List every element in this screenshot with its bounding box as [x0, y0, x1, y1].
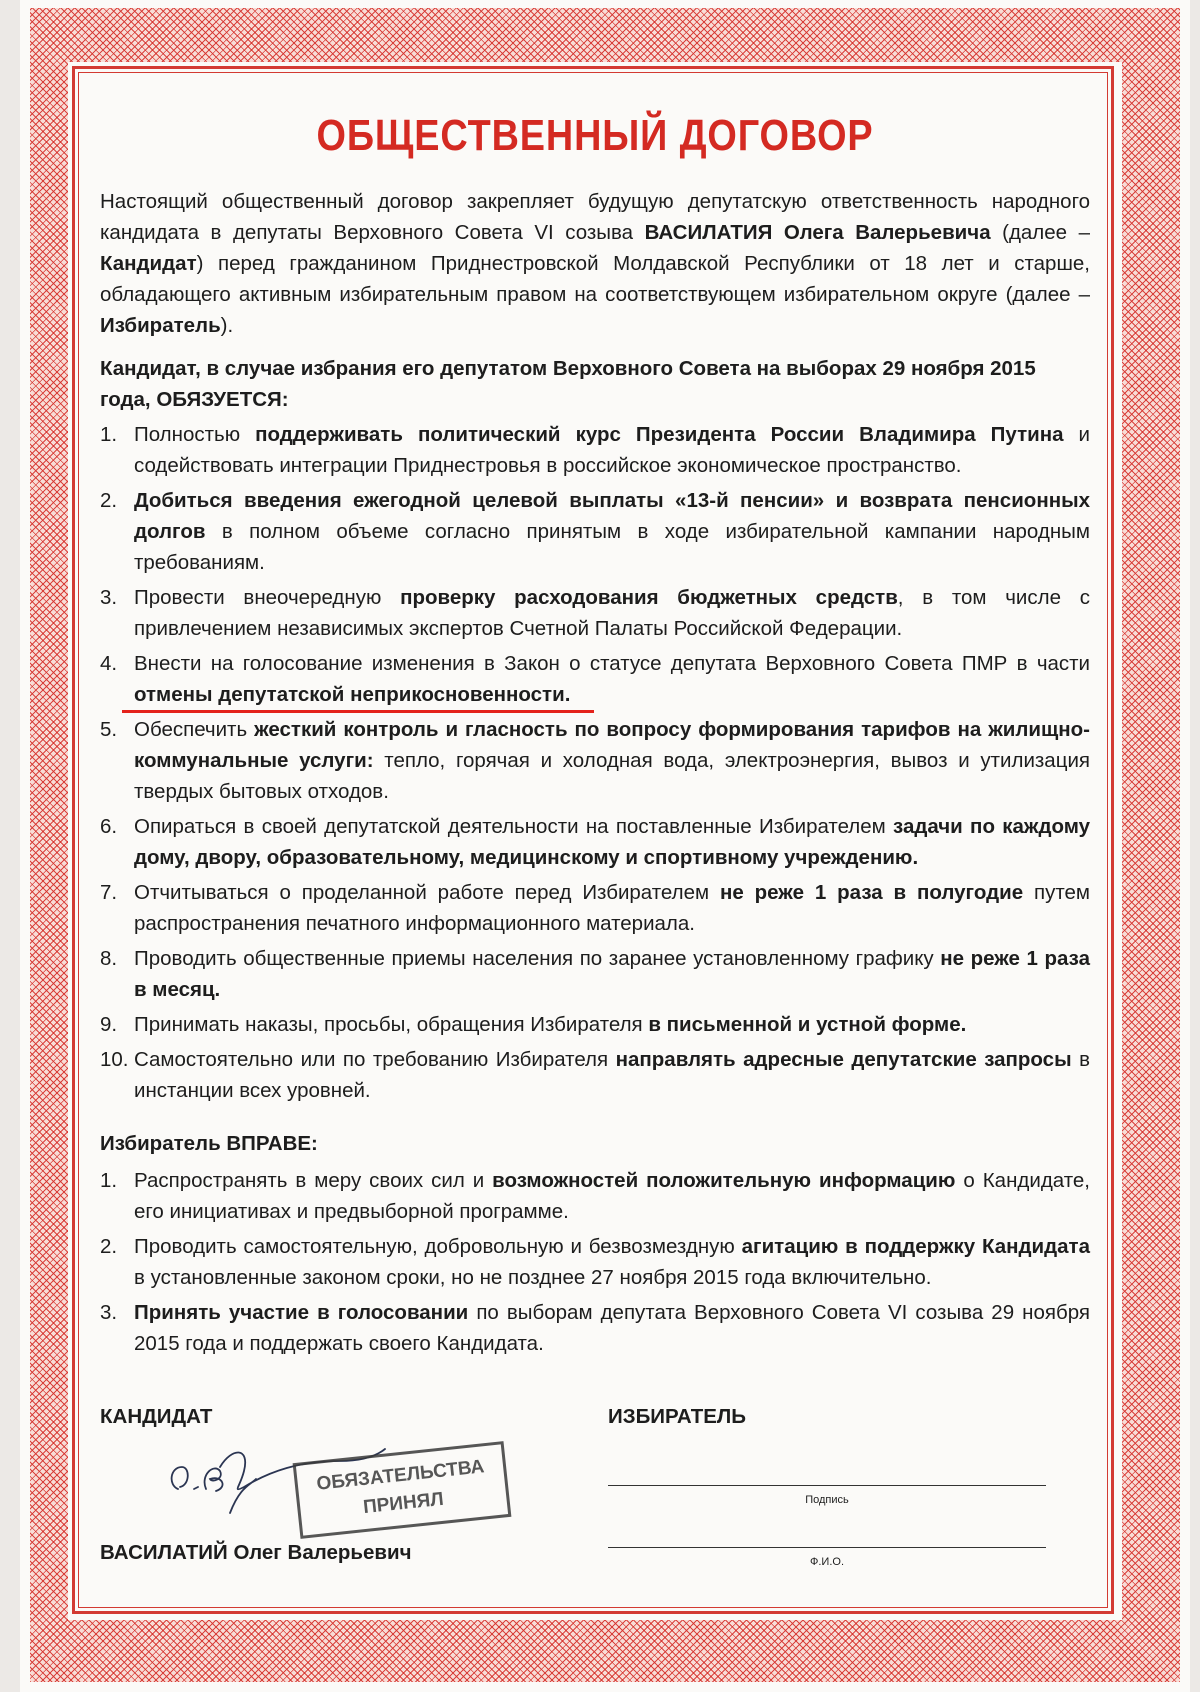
obligations-list: [100, 419, 1090, 1106]
stamp: ОБЯЗАТЕЛЬСТВА ПРИНЯЛ: [293, 1441, 512, 1539]
list-item: 1. Распространять в меру своих сил и возможностей положительную информацию о Кандидате, его инициативах и предвыборной программе.: [100, 1169, 1090, 1223]
candidate-name: ВАСИЛАТИЙ Олег Валерьевич: [100, 1541, 412, 1564]
list-item: 4. Внести на голосование изменения в Закон о статусе депутата Верховного Совета ПМР в части отмены депутатской неприкосновенности.: [100, 648, 1090, 710]
list-item: 2. Проводить самостоятельную, добровольную и безвозмездную агитацию в поддержку Кандидата в установленные законом сроки, но не позднее 27 ноября 2015 года включительно.: [100, 1235, 1090, 1289]
signature-block: [100, 1387, 1090, 1577]
obligations-heading: Кандидат, в случае избрания его депутатом Верховного Совета на выборах 29 ноября 2015 года, ОБЯЗУЕТСЯ:: [100, 357, 1036, 411]
list-item: 6. Опираться в своей депутатской деятельности на поставленные Избирателем задачи по каждому дому, двору, образовательному, медицинскому и спортивному учреждению.: [100, 815, 1090, 869]
list-item: 7. Отчитываться о проделанной работе перед Избирателем не реже 1 раза в полугодие путем распространения печатного информационного материала.: [100, 881, 1090, 935]
list-item: 3. Провести внеочередную проверку расходования бюджетных средств, в том числе с привлечением независимых экспертов Счетной Палаты Российской Федерации.: [100, 586, 1090, 640]
list-item: 10. Самостоятельно или по требованию Избирателя направлять адресные депутатские запросы в инстанции всех уровней.: [100, 1048, 1090, 1102]
red-underline: [122, 710, 594, 713]
voter-label: ИЗБИРАТЕЛЬ: [608, 1405, 747, 1428]
list-item: 5. Обеспечить жесткий контроль и гласность по вопросу формирования тарифов на жилищно-коммунальные услуги: тепло, горячая и холодная вода, электроэнергия, вывоз и утилизация твердых бытовых отходов.: [100, 718, 1090, 803]
intro-paragraph: Настоящий общественный договор закрепляет будущую депутатскую ответственность народного кандидата в депутаты Верховного Совета VI созыва ВАСИЛАТИЯ Олега Валерьевича (далее – Кандидат) перед гражданином Приднестровской Молдавской Республики от 18 лет и старше, обладающего активным избирательным правом на соответствующем избирательном округе (далее – Избиратель).: [100, 190, 1090, 337]
rights-heading: Избиратель ВПРАВЕ:: [100, 1132, 318, 1155]
document-sheet: [20, 0, 1190, 1692]
fio-caption: Ф.И.О.: [810, 1556, 844, 1568]
candidate-label: КАНДИДАТ: [100, 1405, 213, 1428]
list-item: 3. Принять участие в голосовании по выборам депутата Верховного Совета VI созыва 29 ноября 2015 года и поддержать своего Кандидата.: [100, 1301, 1090, 1355]
fio-line[interactable]: [608, 1547, 1046, 1548]
signature-line[interactable]: [608, 1485, 1046, 1486]
document-body: [100, 108, 1090, 1577]
list-item: 2. Добиться введения ежегодной целевой выплаты «13-й пенсии» и возврата пенсионных долгов в полном объеме согласно принятым в ходе избирательной кампании народным требованиям.: [100, 489, 1090, 574]
highlighted-phrase: отмены депутатской неприкосновенности.: [134, 683, 570, 706]
list-item: 1. Полностью поддерживать политический курс Президента России Владимира Путина и содействовать интеграции Приднестровья в российское экономическое пространство.: [100, 423, 1090, 477]
signature-caption: Подпись: [805, 1494, 849, 1506]
rights-list: [100, 1165, 1090, 1359]
document-title: ОБЩЕСТВЕННЫЙ ДОГОВОР: [316, 111, 874, 160]
list-item: 8. Проводить общественные приемы населения по заранее установленному графику не реже 1 раза в месяц.: [100, 947, 1090, 1001]
list-item: 9. Принимать наказы, просьбы, обращения Избирателя в письменной и устной форме.: [100, 1013, 967, 1036]
